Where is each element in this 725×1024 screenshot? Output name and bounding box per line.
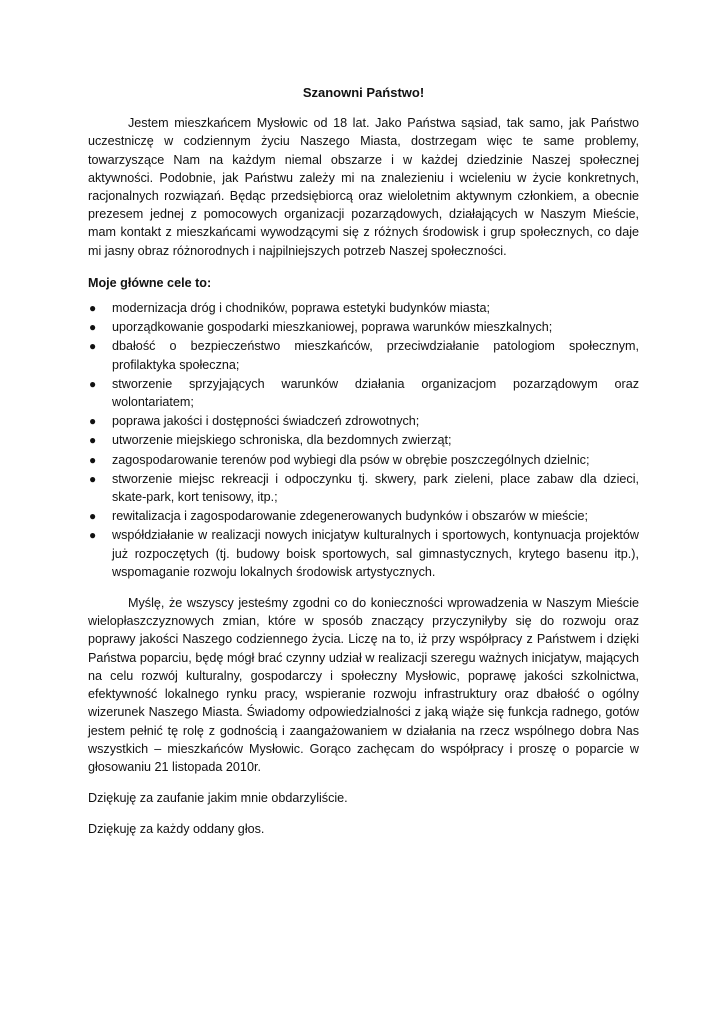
goal-item <box>88 470 639 506</box>
thanks-trust-line: Dziękuję za zaufanie jakim mnie obdarzyliście. <box>88 791 348 806</box>
goal-item <box>88 526 639 581</box>
letter-page <box>88 84 639 839</box>
bullet-icon: ● <box>89 301 97 316</box>
goal-text: zagospodarowanie terenów pod wybiegi dla psów w obrębie poszczególnych dzielnic; <box>112 452 590 467</box>
goal-item <box>88 337 639 373</box>
bullet-icon: ● <box>89 339 97 354</box>
goal-text: modernizacja dróg i chodników, poprawa estetyki budynków miasta; <box>112 301 491 316</box>
goal-item <box>88 507 639 525</box>
bullet-icon: ● <box>89 414 97 429</box>
goal-text: współdziałanie w realizacji nowych inicjatyw kulturalnych i sportowych, kontynuacja projektów już rozpoczętych (tj. budowy boisk sportowych, sal gimnastycznych, krytego basenu itp.), wspomaganie rozwoju lokalnych środowisk artystycznych. <box>112 528 639 579</box>
goal-text: rewitalizacja i zagospodarowanie zdegenerowanych budynków i obszarów w mieście; <box>112 509 589 524</box>
goal-item <box>88 375 639 411</box>
goal-text: utworzenie miejskiego schroniska, dla bezdomnych zwierząt; <box>112 433 452 448</box>
intro-paragraph: Jestem mieszkańcem Mysłowic od 18 lat. Jako Państwa sąsiad, tak samo, jak Państwo uczestniczę w codziennym życiu Naszego Miasta, dostrzegam więc te same problemy, towarzyszące Nam na każdym niemal obszarze i w każdej dziedzinie Naszej społecznej aktywności. Podobnie, jak Państwu zależy mi na znalezieniu i wcieleniu w życie konkretnych, racjonalnych rozwiązań. Będąc przedsiębiorcą oraz wieloletnim aktywnym członkiem, a obecnie prezesem jednej z pomocowych organizacji pozarządowych, działających w Naszym Mieście, mam kontakt z mieszkańcami wywodzącymi się z różnych środowisk i grup społecznych, co daje mi jasny obraz różnorodnych i najpilniejszych potrzeb Naszej społeczności. <box>88 116 639 258</box>
goal-text: dbałość o bezpieczeństwo mieszkańców, przeciwdziałanie patologiom społecznym, profilaktyka społeczna; <box>112 339 639 372</box>
goal-text: uporządkowanie gospodarki mieszkaniowej, poprawa warunków mieszkalnych; <box>112 320 553 335</box>
letter-title: Szanowni Państwo! <box>302 85 425 100</box>
goal-item <box>88 412 639 430</box>
thanks-vote-line: Dziękuję za każdy oddany głos. <box>88 822 265 837</box>
bullet-icon: ● <box>89 509 97 524</box>
bullet-icon: ● <box>89 528 97 543</box>
goal-text: stworzenie sprzyjających warunków działania organizacjom pozarządowym oraz wolontariatem; <box>112 376 639 410</box>
goals-list <box>88 299 639 581</box>
goal-item <box>88 318 639 336</box>
goals-heading: Moje główne cele to: <box>88 275 212 290</box>
bullet-icon: ● <box>89 320 97 335</box>
bullet-icon: ● <box>89 452 97 467</box>
goal-item <box>88 431 639 449</box>
goal-item <box>88 451 639 469</box>
goal-text: poprawa jakości i dostępności świadczeń zdrowotnych; <box>112 414 420 429</box>
goal-text: stworzenie miejsc rekreacji i odpoczynku tj. skwery, park zieleni, place zabaw dla dzieci, skate-park, kort tenisowy, itp.; <box>112 471 639 505</box>
bullet-icon: ● <box>89 376 97 391</box>
bullet-icon: ● <box>89 433 97 448</box>
goal-item <box>88 299 639 317</box>
bullet-icon: ● <box>89 471 97 486</box>
closing-paragraph: Myślę, że wszyscy jesteśmy zgodni co do konieczności wprowadzenia w Naszym Mieście wielopłaszczyznowych zmian, które w sposób znaczący przyczyniłyby się do rozwoju oraz poprawy jakości Naszego codziennego życia. Liczę na to, iż przy współpracy z Państwem i dzięki Państwa poparciu, będę mógł brać czynny udział w realizacji szeregu ważnych inicjatyw, mających na celu rozwój kulturalny, gospodarczy i społeczny Mysłowic, poprawę jakości szkolnictwa, efektywność lokalnego rynku pracy, wspieranie rozwoju infrastruktury oraz dbałość o ogólny wizerunek Naszego Miasta. Świadomy odpowiedzialności z jaką wiąże się funkcja radnego, gotów jestem pełnić tę rolę z godnością i zaangażowaniem w działania na rzecz wspólnego dobra Nas wszystkich – mieszkańców Mysłowic. Gorąco zachęcam do współpracy i proszę o poparcie w głosowaniu 21 listopada 2010r. <box>88 596 639 774</box>
